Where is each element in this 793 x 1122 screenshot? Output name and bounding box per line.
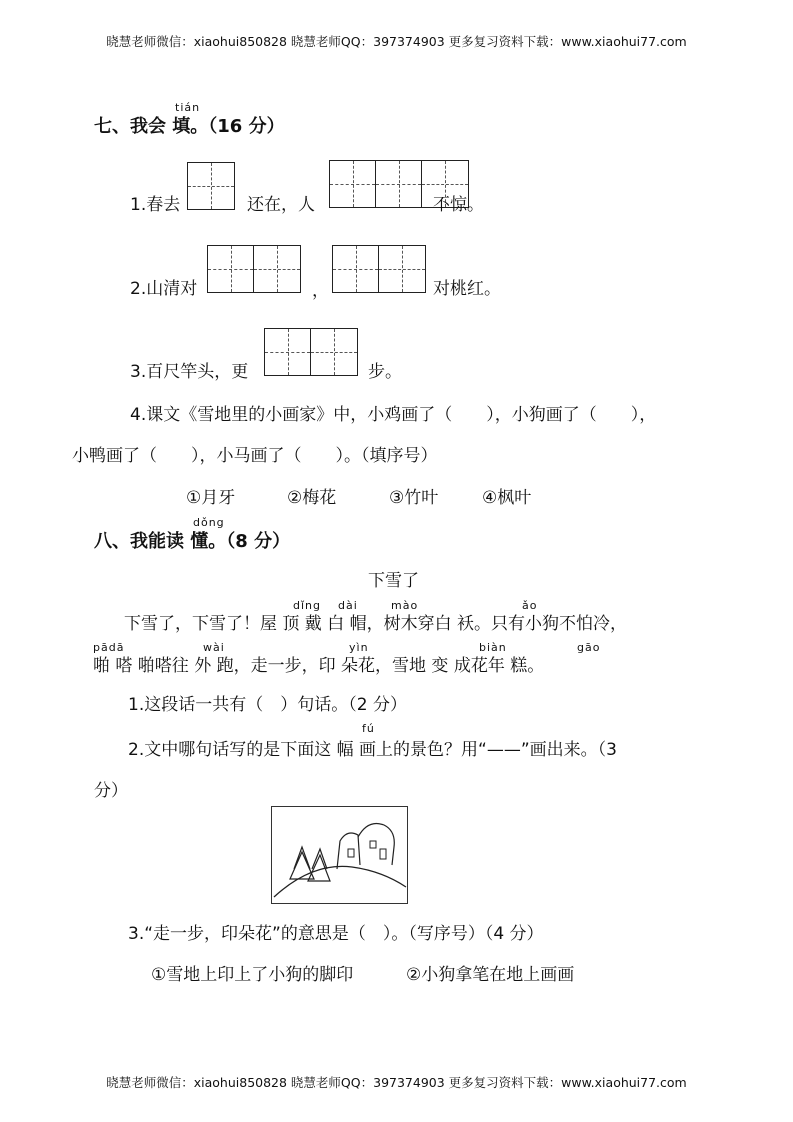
pinyin-fu: fú bbox=[362, 722, 375, 735]
pinyin-dong: dǒng bbox=[193, 516, 225, 529]
pinyin-yin: yìn bbox=[349, 641, 369, 654]
writing-cell[interactable] bbox=[376, 161, 422, 207]
option-4: ④枫叶 bbox=[482, 488, 532, 508]
passage-line2: 啪 嗒 啪嗒往 外 跑，走一步，印 朵花，雪地 变 成花年 糕。 bbox=[93, 656, 545, 676]
writing-cell[interactable] bbox=[333, 246, 379, 292]
writing-cell[interactable] bbox=[265, 329, 311, 375]
q3-text-b: 步。 bbox=[368, 362, 402, 382]
option-3: ③竹叶 bbox=[389, 488, 439, 508]
snow-scene-drawing bbox=[272, 807, 407, 903]
pinyin-mao: mào bbox=[391, 599, 419, 612]
sec8-q1: 1.这段话一共有（ ）句话。（2 分） bbox=[128, 695, 407, 715]
writing-cell[interactable] bbox=[254, 246, 300, 292]
writing-box-q1a[interactable] bbox=[187, 162, 235, 210]
section-7-title-b: 。（16 分） bbox=[190, 116, 285, 137]
writing-cell[interactable] bbox=[208, 246, 254, 292]
q2-text-a: 2.山清对 bbox=[130, 279, 198, 299]
pinyin-pada: pādā bbox=[93, 641, 125, 654]
sec8-q2-line2: 分） bbox=[94, 781, 128, 801]
q1-text-b: 还在，人 bbox=[247, 195, 315, 215]
option-2: ②梅花 bbox=[287, 488, 337, 508]
page-footer: 晓慧老师微信：xiaohui850828 晓慧老师QQ：397374903 更多复习资料下载：www.xiaohui77.com bbox=[106, 1075, 687, 1090]
writing-box-q2b[interactable] bbox=[332, 245, 426, 293]
q3-option-2: ②小狗拿笔在地上画画 bbox=[406, 965, 575, 985]
q2-text-c: 对桃红。 bbox=[433, 279, 501, 299]
q3-option-1: ①雪地上印上了小狗的脚印 bbox=[151, 965, 354, 985]
writing-box-q2a[interactable] bbox=[207, 245, 301, 293]
page-header: 晓慧老师微信：xiaohui850828 晓慧老师QQ：397374903 更多复习资料下载：www.xiaohui77.com bbox=[106, 34, 687, 49]
pinyin-wai: wài bbox=[203, 641, 225, 654]
passage-line1: 下雪了，下雪了！屋 顶 戴 白 帽，树木穿白 袄。只有小狗不怕冷， bbox=[124, 614, 628, 634]
section-7-title-a: 七、我会 bbox=[94, 116, 166, 137]
writing-cell[interactable] bbox=[188, 163, 234, 209]
section-7-title-char: 填 bbox=[172, 116, 191, 137]
section-8-title-a: 八、我能读 bbox=[94, 531, 184, 552]
q3-text-a: 3.百尺竿头，更 bbox=[130, 362, 249, 382]
pinyin-ding: dǐng bbox=[293, 599, 321, 612]
q4-line1: 4.课文《雪地里的小画家》中，小鸡画了（ ），小狗画了（ ）， bbox=[130, 405, 657, 425]
writing-cell[interactable] bbox=[311, 329, 357, 375]
writing-cell[interactable] bbox=[379, 246, 425, 292]
sec8-q3: 3.“走一步，印朵花”的意思是（ ）。（写序号）（4 分） bbox=[128, 924, 544, 944]
pinyin-dai: dài bbox=[338, 599, 358, 612]
section-8-title bbox=[94, 527, 290, 553]
pinyin-ao: ǎo bbox=[522, 599, 538, 612]
pinyin-bian: biàn bbox=[479, 641, 507, 654]
section-7-title bbox=[94, 112, 285, 138]
snow-scene-picture bbox=[271, 806, 408, 904]
q4-line2: 小鸭画了（ ），小马画了（ ）。（填序号） bbox=[72, 446, 438, 466]
writing-box-q3[interactable] bbox=[264, 328, 358, 376]
pinyin-gao: gāo bbox=[577, 641, 601, 654]
section-8-title-b: 。（8 分） bbox=[208, 531, 291, 552]
writing-cell[interactable] bbox=[330, 161, 376, 207]
passage-title: 下雪了 bbox=[368, 571, 419, 591]
option-1: ①月牙 bbox=[186, 488, 236, 508]
sec8-q2-line1: 2.文中哪句话写的是下面这 幅 画上的景色？用“——”画出来。（3 bbox=[128, 740, 617, 760]
pinyin-tian: tián bbox=[175, 101, 201, 114]
q1-text-c: 不惊。 bbox=[433, 195, 484, 215]
q1-text-a: 1.春去 bbox=[130, 195, 181, 215]
section-8-title-char: 懂 bbox=[190, 531, 209, 552]
q2-text-b: ， bbox=[312, 281, 329, 301]
